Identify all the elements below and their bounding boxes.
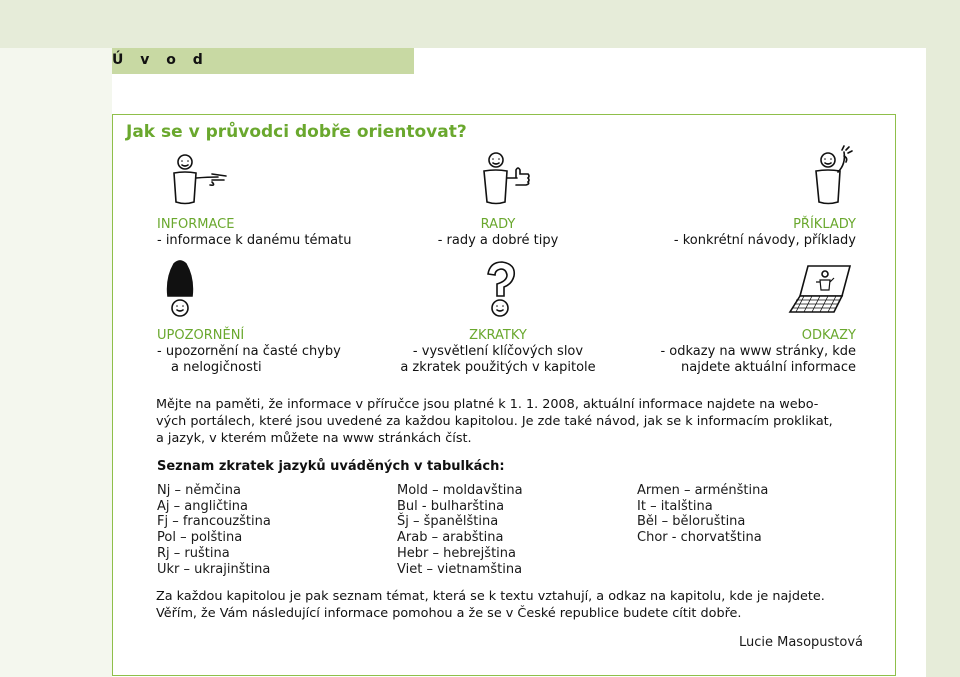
- language-item: Běl – běloruština: [637, 514, 746, 530]
- category-name: RADY: [480, 217, 516, 232]
- waving-figure-icon: [808, 144, 872, 214]
- language-item: Ukr – ukrajinština: [157, 561, 271, 577]
- language-item: Mold – moldavština: [397, 483, 523, 498]
- top-band: [0, 0, 960, 48]
- category-name: ODKAZY: [801, 328, 856, 343]
- languages-column-2: [397, 483, 523, 577]
- language-item: Rj – ruština: [157, 545, 230, 561]
- language-item: Viet – vietnamština: [397, 561, 523, 577]
- language-item: Arab – arabština: [397, 530, 504, 546]
- category-desc: - informace k danému tématu: [157, 233, 352, 248]
- right-band: [926, 0, 960, 677]
- category-desc: najdete aktuální informace: [681, 360, 856, 375]
- page-header-title: Ú v o d: [112, 52, 209, 68]
- category-desc: a zkratek použitých v kapitole: [400, 360, 596, 375]
- category-name: ZKRATKY: [469, 328, 527, 343]
- note-line: Mějte na paměti, že informace v příručce jsou platné k 1. 1. 2008, aktuální informace najdete na webo-: [156, 397, 819, 412]
- question-figure-icon: [480, 260, 524, 324]
- language-item: Nj – němčina: [157, 483, 241, 498]
- category-desc: a nelogičnosti: [171, 360, 262, 375]
- category-desc: - vysvětlení klíčových slov: [412, 344, 584, 359]
- language-item: Armen – arménština: [637, 483, 769, 498]
- language-item: Hebr – hebrejština: [397, 545, 516, 561]
- language-item: It – italština: [637, 498, 713, 514]
- note-line: a jazyk, v kterém můžete na www stránkách číst.: [156, 431, 472, 446]
- category-priklady: [596, 217, 856, 249]
- validity-note: [156, 396, 876, 447]
- category-informace: [157, 217, 417, 249]
- note-line: vých portálech, které jsou uvedené za každou kapitolou. Je zde také návod, jak se k informacím proklikat,: [156, 414, 833, 429]
- pointing-figure-icon: [168, 150, 232, 214]
- closing-line: Věřím, že Vám následující informace pomohou a že se v České republice budete cítit dobře.: [156, 606, 742, 621]
- category-odkazy: [596, 328, 856, 376]
- language-item: Aj – angličtina: [157, 498, 249, 514]
- category-zkratky: [378, 328, 618, 376]
- language-item: Bul - bulharština: [397, 498, 505, 514]
- closing-paragraph: [156, 588, 876, 622]
- category-desc: - rady a dobré tipy: [437, 233, 559, 248]
- language-item: Šj – španělština: [397, 514, 499, 530]
- author-signature: Lucie Masopustová: [738, 635, 863, 650]
- language-item: Pol – polština: [157, 530, 243, 546]
- languages-column-1: [157, 483, 271, 577]
- category-name: PŘÍKLADY: [793, 217, 856, 232]
- category-rady: [398, 217, 598, 249]
- category-name: UPOZORNĚNÍ: [157, 328, 245, 343]
- thumbs-up-figure-icon: [474, 150, 538, 214]
- closing-line: Za každou kapitolou je pak seznam témat, která se k textu vztahují, a odkaz na kapitolu, kde je najdete.: [156, 589, 825, 604]
- category-name: INFORMACE: [157, 217, 235, 232]
- category-desc: - upozornění na časté chyby: [157, 344, 341, 359]
- page-title: Jak se v průvodci dobře orientovat?: [126, 122, 467, 142]
- left-band: [0, 48, 112, 677]
- category-desc: - odkazy na www stránky, kde: [660, 344, 856, 359]
- laptop-icon: [788, 262, 860, 318]
- language-item: Chor - chorvatština: [637, 530, 762, 546]
- category-desc: - konkrétní návody, příklady: [673, 233, 856, 248]
- language-item: Fj – francouzština: [157, 514, 271, 530]
- languages-column-3: [637, 483, 768, 546]
- languages-title: Seznam zkratek jazyků uváděných v tabulkách:: [157, 459, 505, 474]
- exclamation-figure-icon: [162, 258, 198, 322]
